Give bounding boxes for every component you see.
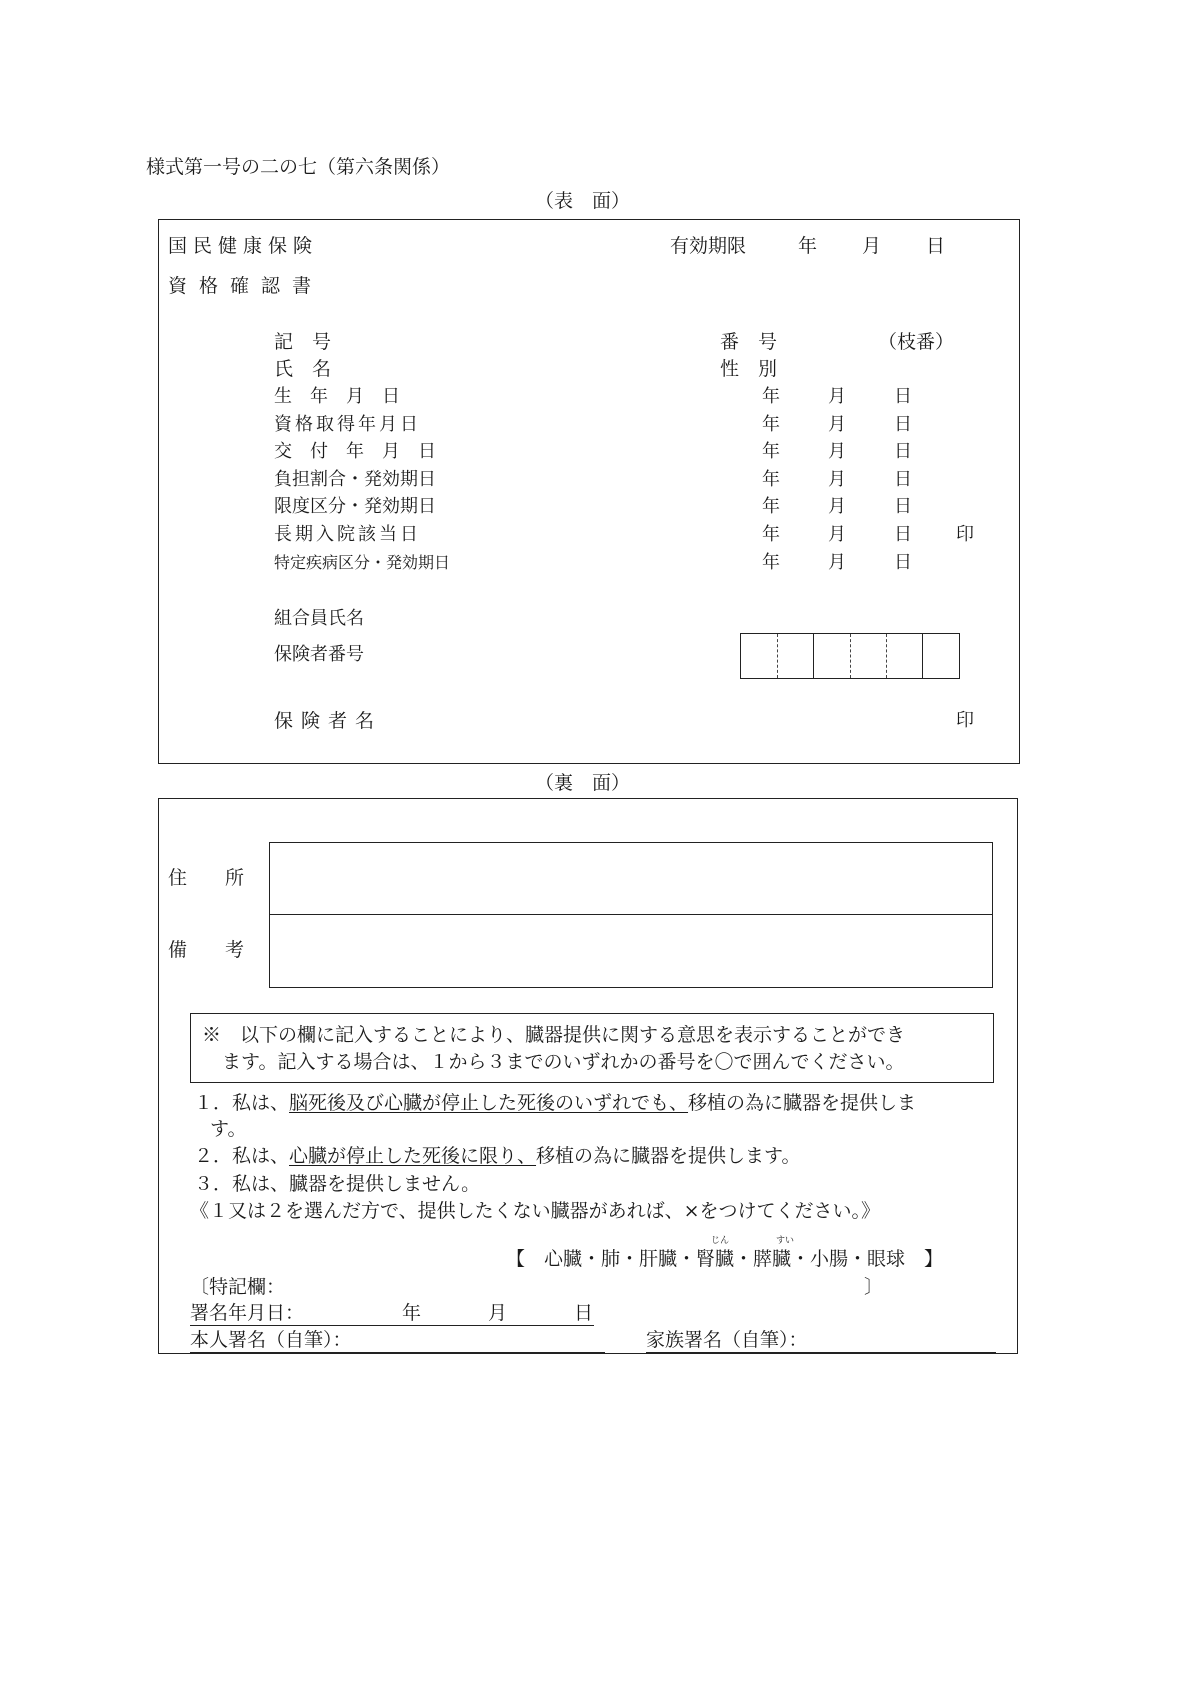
insurer-number-divider-solid: [922, 634, 923, 678]
insurer-number-divider-solid: [813, 634, 814, 678]
qualification-date-label: 資格取得年月日: [274, 414, 421, 435]
issue-date-label: 交 付 年 月 日: [274, 441, 436, 462]
qualification-day: 日: [894, 414, 912, 435]
issue-month: 月: [828, 441, 846, 462]
qualification-year: 年: [762, 414, 780, 435]
sex-label: 性 別: [720, 358, 778, 380]
validity-label: 有効期限: [670, 235, 747, 257]
pancreas-ruby: すい: [776, 1236, 795, 1246]
insurer-seal: 印: [956, 710, 974, 731]
front-card: [158, 219, 1020, 764]
validity-year: 年: [798, 235, 818, 257]
name-label: 氏 名: [274, 358, 332, 380]
special-notes-close: 〕: [864, 1276, 884, 1298]
signature-date-underline: [190, 1325, 594, 1326]
burden-month: 月: [828, 469, 846, 490]
kidney-ruby: じん: [711, 1236, 730, 1246]
card-title-line1: 国民健康保険: [168, 235, 319, 257]
address-remarks-divider: [270, 914, 992, 915]
insurer-name-label: 保険者名: [274, 710, 383, 732]
back-side-label: （裏 面）: [535, 772, 631, 794]
birth-month: 月: [828, 386, 846, 407]
signature-year: 年: [402, 1302, 422, 1324]
insurer-number-divider-dashed: [850, 634, 851, 678]
specific-disease-month: 月: [828, 552, 846, 573]
qualification-month: 月: [828, 414, 846, 435]
signature-day: 日: [574, 1302, 594, 1324]
long-stay-month: 月: [828, 524, 846, 545]
validity-month: 月: [862, 235, 882, 257]
burden-day: 日: [894, 469, 912, 490]
address-remarks-box: [269, 842, 993, 988]
remarks-label: 備 考: [168, 939, 245, 961]
front-side-label: （表 面）: [535, 190, 631, 212]
issue-day: 日: [894, 441, 912, 462]
limit-category-date-label: 限度区分・発効期日: [274, 496, 436, 517]
long-stay-seal: 印: [956, 524, 974, 545]
limit-year: 年: [762, 496, 780, 517]
long-stay-day: 日: [894, 524, 912, 545]
insurer-number-label: 保険者番号: [274, 644, 364, 665]
limit-day: 日: [894, 496, 912, 517]
number-label: 番 号: [720, 331, 778, 353]
family-signature-label: 家族署名（自筆）：: [646, 1329, 808, 1351]
branch-number-label: （枝番）: [878, 331, 955, 353]
member-name-label: 組合員氏名: [274, 608, 364, 629]
validity-day: 日: [926, 235, 946, 257]
birth-day: 日: [894, 386, 912, 407]
organ-instruction: 《１又は２を選んだ方で、提供したくない臓器があれば、×をつけてください。》: [190, 1200, 881, 1222]
limit-month: 月: [828, 496, 846, 517]
specific-disease-year: 年: [762, 552, 780, 573]
symbol-label: 記 号: [274, 331, 332, 353]
special-notes-label: 〔特記欄：: [190, 1276, 286, 1298]
self-signature-label: 本人署名（自筆）：: [190, 1329, 352, 1351]
family-signature-line: [646, 1352, 996, 1353]
long-stay-year: 年: [762, 524, 780, 545]
burden-year: 年: [762, 469, 780, 490]
self-signature-line: [190, 1352, 605, 1353]
option-1-continued: す。: [210, 1118, 247, 1140]
insurer-number-divider-dashed: [886, 634, 887, 678]
signature-month: 月: [488, 1302, 508, 1324]
card-title-line2: 資格確認書: [168, 275, 324, 297]
option-3: ３．私は、臓器を提供しません。: [194, 1173, 481, 1195]
form-number: 様式第一号の二の七（第六条関係）: [146, 156, 451, 178]
long-hospitalization-date-label: 長期入院該当日: [274, 524, 421, 545]
issue-year: 年: [762, 441, 780, 462]
notice-line1: ※ 以下の欄に記入することにより、臓器提供に関する意思を表示することができ: [202, 1024, 906, 1046]
option-1: １．私は、脳死後及び心臓が停止した死後のいずれでも、移植の為に臓器を提供しま: [194, 1092, 917, 1114]
option-2: ２．私は、心臓が停止した死後に限り、移植の為に臓器を提供します。: [194, 1145, 801, 1167]
notice-line2: ます。記入する場合は、１から３までのいずれかの番号を〇で囲んでください。: [222, 1051, 905, 1073]
address-label: 住 所: [168, 867, 245, 889]
organ-list: 【 心臓・肺・肝臓・腎臓・膵臓・小腸・眼球 】: [506, 1248, 944, 1270]
signature-date-label: 署名年月日：: [190, 1302, 305, 1324]
specific-disease-day: 日: [894, 552, 912, 573]
burden-ratio-date-label: 負担割合・発効期日: [274, 469, 436, 490]
insurer-number-divider-dashed: [777, 634, 778, 678]
specific-disease-date-label: 特定疾病区分・発効期日: [274, 553, 451, 572]
birth-year: 年: [762, 386, 780, 407]
birth-date-label: 生 年 月 日: [274, 386, 400, 407]
